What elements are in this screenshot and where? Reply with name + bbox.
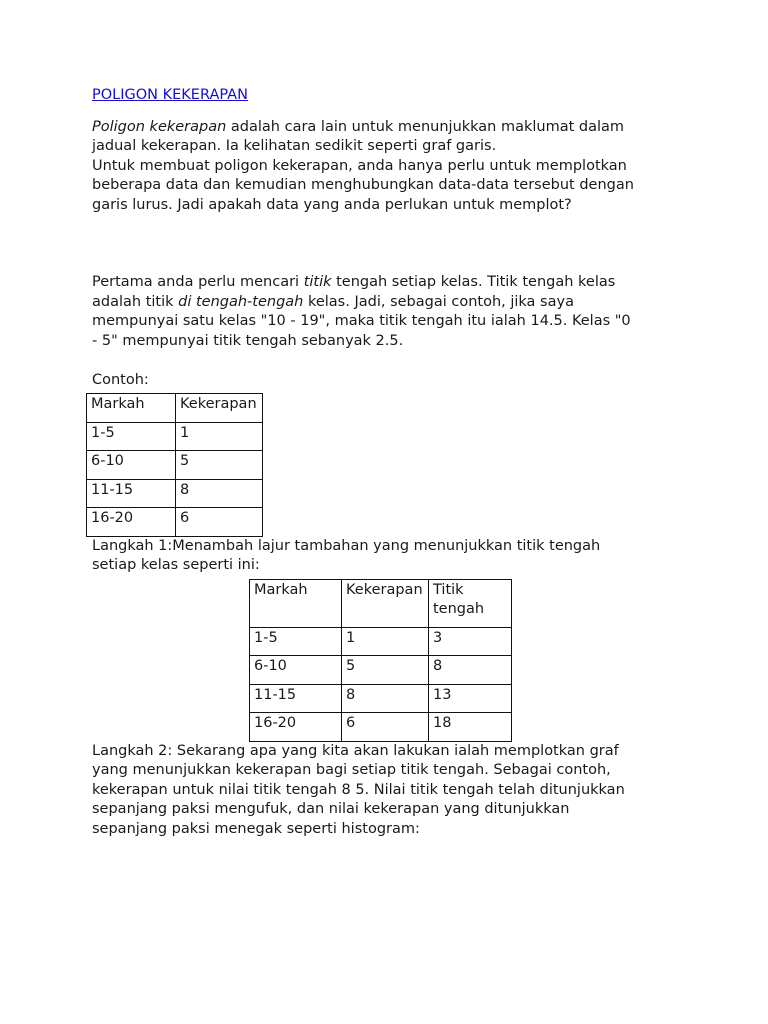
intro-paragraph bbox=[92, 118, 692, 216]
step2-line-4: sepanjang paksi mengufuk, dan nilai kekerapan yang ditunjukkan bbox=[92, 801, 570, 817]
table-header-row bbox=[87, 394, 263, 423]
step2-line-5: sepanjang paksi menegak seperti histogram: bbox=[92, 820, 420, 837]
table-header-cell: Markah bbox=[87, 394, 176, 423]
table-header-cell: Markah bbox=[250, 579, 342, 627]
table-row bbox=[250, 627, 512, 656]
table-cell: 8 bbox=[342, 684, 429, 713]
midpoint-line-4: - 5" mempunyai titik tengah sebanyak 2.5. bbox=[92, 332, 404, 349]
table-header-cell: Kekerapan bbox=[176, 394, 263, 423]
contoh-label: Contoh: bbox=[92, 371, 149, 388]
step2-paragraph bbox=[92, 742, 692, 840]
intro-line-1: Poligon kekerapan adalah cara lain untuk menunjukkan maklumat dalam bbox=[92, 118, 625, 135]
table-cell: 18 bbox=[429, 713, 512, 742]
step1-paragraph bbox=[92, 537, 692, 576]
document-title[interactable]: POLIGON KEKERAPAN bbox=[92, 87, 248, 103]
table-row bbox=[250, 713, 512, 742]
step2-line-1: Langkah 2: Sekarang apa yang kita akan lakukan ialah memplotkan graf bbox=[92, 742, 619, 759]
table-cell: 5 bbox=[176, 451, 263, 480]
table-row bbox=[87, 422, 263, 451]
table-cell: 1-5 bbox=[87, 422, 176, 451]
table-cell: 8 bbox=[176, 479, 263, 508]
midpoint-line-3: mempunyai satu kelas "10 - 19", maka titik tengah itu ialah 14.5. Kelas "0 bbox=[92, 313, 631, 329]
frequency-table bbox=[86, 393, 263, 537]
document-page bbox=[92, 86, 692, 839]
midpoint-table bbox=[249, 579, 512, 742]
table-row bbox=[87, 508, 263, 537]
midpoint-paragraph bbox=[92, 273, 692, 351]
step1-line-2: setiap kelas seperti ini: bbox=[92, 557, 260, 573]
table-cell: 1 bbox=[176, 422, 263, 451]
table-cell: 16-20 bbox=[87, 508, 176, 537]
step2-line-2: yang menunjukkan kekerapan bagi setiap titik tengah. Sebagai contoh, bbox=[92, 762, 611, 778]
table-header-cell: Kekerapan bbox=[342, 579, 429, 627]
intro-italic-term: Poligon kekerapan bbox=[92, 118, 227, 135]
table-cell: 5 bbox=[342, 656, 429, 685]
midpoint-line-2: adalah titik di tengah-tengah kelas. Jadi, sebagai contoh, jika saya bbox=[92, 293, 574, 310]
table-cell: 8 bbox=[429, 656, 512, 685]
table-row bbox=[87, 451, 263, 480]
intro-line-2: jadual kekerapan. Ia kelihatan sedikit seperti graf garis. bbox=[92, 138, 497, 154]
step2-line-3: kekerapan untuk nilai titik tengah 8 5. Nilai titik tengah telah ditunjukkan bbox=[92, 781, 625, 798]
table-cell: 11-15 bbox=[87, 479, 176, 508]
table-cell: 6-10 bbox=[250, 656, 342, 685]
table-header-cell: Titik tengah bbox=[429, 579, 512, 627]
table-cell: 3 bbox=[429, 627, 512, 656]
midpoint-line-1: Pertama anda perlu mencari titik tengah setiap kelas. Titik tengah kelas bbox=[92, 274, 616, 290]
intro-line-3: Untuk membuat poligon kekerapan, anda hanya perlu untuk memplotkan bbox=[92, 157, 627, 174]
intro-line-4: beberapa data dan kemudian menghubungkan data-data tersebut dengan bbox=[92, 177, 634, 193]
table-cell: 6-10 bbox=[87, 451, 176, 480]
intro-line-5: garis lurus. Jadi apakah data yang anda perlukan untuk memplot? bbox=[92, 196, 572, 213]
table-cell: 1 bbox=[342, 627, 429, 656]
table-cell: 13 bbox=[429, 684, 512, 713]
table-cell: 6 bbox=[342, 713, 429, 742]
step1-line-1: Langkah 1:Menambah lajur tambahan yang menunjukkan titik tengah bbox=[92, 537, 601, 554]
table-cell: 11-15 bbox=[250, 684, 342, 713]
table-row bbox=[250, 684, 512, 713]
table-row bbox=[250, 656, 512, 685]
table-cell: 1-5 bbox=[250, 627, 342, 656]
table-cell: 6 bbox=[176, 508, 263, 537]
table-cell: 16-20 bbox=[250, 713, 342, 742]
table-row bbox=[87, 479, 263, 508]
table-header-row bbox=[250, 579, 512, 627]
